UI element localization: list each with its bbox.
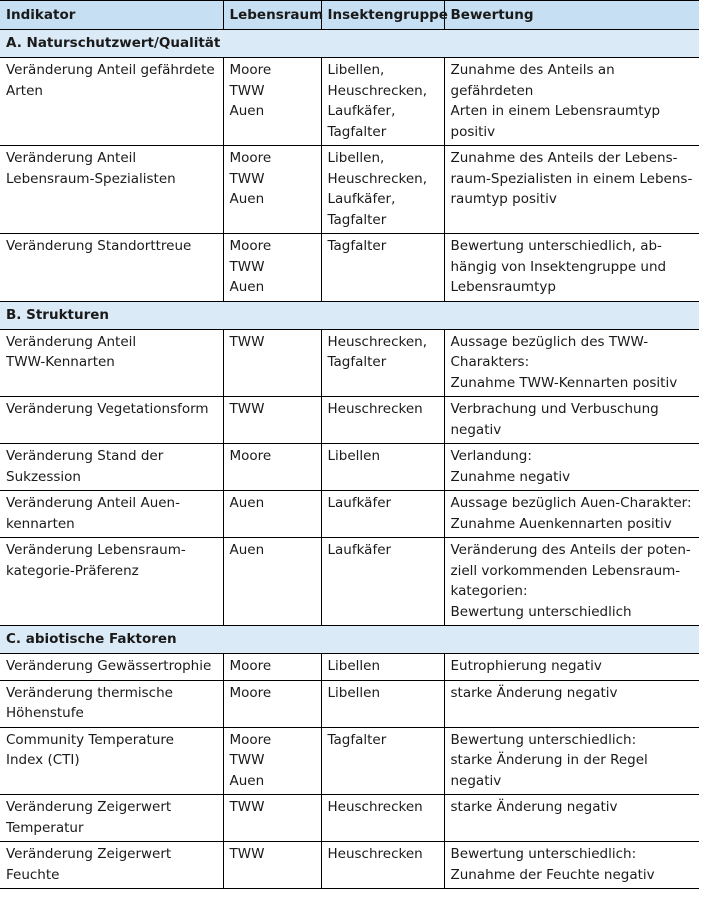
section-title: B. Strukturen [0,301,699,329]
cell-indikator: Veränderung Anteil gefährdete Arten [0,58,223,146]
table-row [0,795,699,842]
cell-indikator: Veränderung Zeigerwert Feuchte [0,842,223,889]
cell-lebensraum: TWW [223,795,321,842]
cell-indikator: Veränderung Vegetationsform [0,397,223,444]
cell-bewertung: Veränderung des Anteils der poten- ziell vorkommenden Lebensraum- kategorien: Bewertung unterschiedlich [444,538,699,626]
cell-bewertung: Verlandung: Zunahme negativ [444,444,699,491]
cell-indikator: Veränderung Anteil Auen- kennarten [0,491,223,538]
cell-indikator: Veränderung thermische Höhenstufe [0,680,223,727]
cell-insektengruppe: Tagfalter [321,234,444,302]
header-indikator: Indikator [0,1,223,30]
cell-insektengruppe: Heuschrecken, Tagfalter [321,329,444,397]
cell-bewertung: Bewertung unterschiedlich: Zunahme der Feuchte negativ [444,842,699,889]
cell-bewertung: starke Änderung negativ [444,795,699,842]
cell-bewertung: Aussage bezüglich des TWW- Charakters: Zunahme TWW-Kennarten positiv [444,329,699,397]
cell-indikator: Veränderung Lebensraum- kategorie-Präferenz [0,538,223,626]
cell-insektengruppe: Tagfalter [321,727,444,795]
table-row [0,491,699,538]
cell-insektengruppe: Libellen, Heuschrecken, Laufkäfer, Tagfalter [321,146,444,234]
cell-lebensraum: Auen [223,538,321,626]
cell-bewertung: Zunahme des Anteils an gefährdeten Arten in einem Lebensraumtyp positiv [444,58,699,146]
cell-bewertung: Aussage bezüglich Auen-Charakter: Zunahme Auenkennarten positiv [444,491,699,538]
cell-lebensraum: TWW [223,329,321,397]
table-row [0,727,699,795]
cell-bewertung: Verbrachung und Verbuschung negativ [444,397,699,444]
table-row [0,234,699,302]
cell-indikator: Veränderung Zeigerwert Temperatur [0,795,223,842]
cell-bewertung: Bewertung unterschiedlich, ab- hängig von Insektengruppe und Lebensraumtyp [444,234,699,302]
cell-lebensraum: Moore TWW Auen [223,146,321,234]
cell-insektengruppe: Libellen [321,444,444,491]
cell-bewertung: Zunahme des Anteils der Lebens- raum-Spezialisten in einem Lebens- raumtyp positiv [444,146,699,234]
section-header-row [0,301,699,329]
section-header-row [0,626,699,654]
table-row [0,444,699,491]
table-row [0,842,699,889]
cell-insektengruppe: Heuschrecken [321,842,444,889]
table-row [0,654,699,681]
cell-bewertung: starke Änderung negativ [444,680,699,727]
header-insektengruppe: Insektengruppe [321,1,444,30]
cell-indikator: Veränderung Standorttreue [0,234,223,302]
section-header-row [0,30,699,58]
cell-bewertung: Eutrophierung negativ [444,654,699,681]
cell-indikator: Veränderung Gewässertrophie [0,654,223,681]
header-bewertung: Bewertung [444,1,699,30]
cell-insektengruppe: Libellen [321,680,444,727]
cell-insektengruppe: Heuschrecken [321,795,444,842]
cell-insektengruppe: Libellen [321,654,444,681]
cell-insektengruppe: Laufkäfer [321,491,444,538]
cell-insektengruppe: Libellen, Heuschrecken, Laufkäfer, Tagfalter [321,58,444,146]
header-row [0,1,699,30]
table-row [0,58,699,146]
table-row [0,329,699,397]
table-row [0,146,699,234]
header-lebensraum: Lebensraum [223,1,321,30]
cell-lebensraum: Moore TWW Auen [223,234,321,302]
cell-lebensraum: Moore TWW Auen [223,58,321,146]
cell-lebensraum: Moore [223,654,321,681]
cell-lebensraum: TWW [223,842,321,889]
cell-lebensraum: Auen [223,491,321,538]
cell-lebensraum: TWW [223,397,321,444]
section-title: C. abiotische Faktoren [0,626,699,654]
table-body [0,30,699,889]
cell-bewertung: Bewertung unterschiedlich: starke Änderung in der Regel negativ [444,727,699,795]
table-row [0,538,699,626]
cell-indikator: Veränderung Anteil Lebensraum-Spezialisten [0,146,223,234]
cell-lebensraum: Moore [223,444,321,491]
table-row [0,397,699,444]
table-row [0,680,699,727]
cell-lebensraum: Moore TWW Auen [223,727,321,795]
cell-indikator: Veränderung Stand der Sukzession [0,444,223,491]
section-title: A. Naturschutzwert/Qualität [0,30,699,58]
cell-insektengruppe: Laufkäfer [321,538,444,626]
cell-insektengruppe: Heuschrecken [321,397,444,444]
cell-indikator: Community Temperature Index (CTI) [0,727,223,795]
cell-indikator: Veränderung Anteil TWW-Kennarten [0,329,223,397]
cell-lebensraum: Moore [223,680,321,727]
